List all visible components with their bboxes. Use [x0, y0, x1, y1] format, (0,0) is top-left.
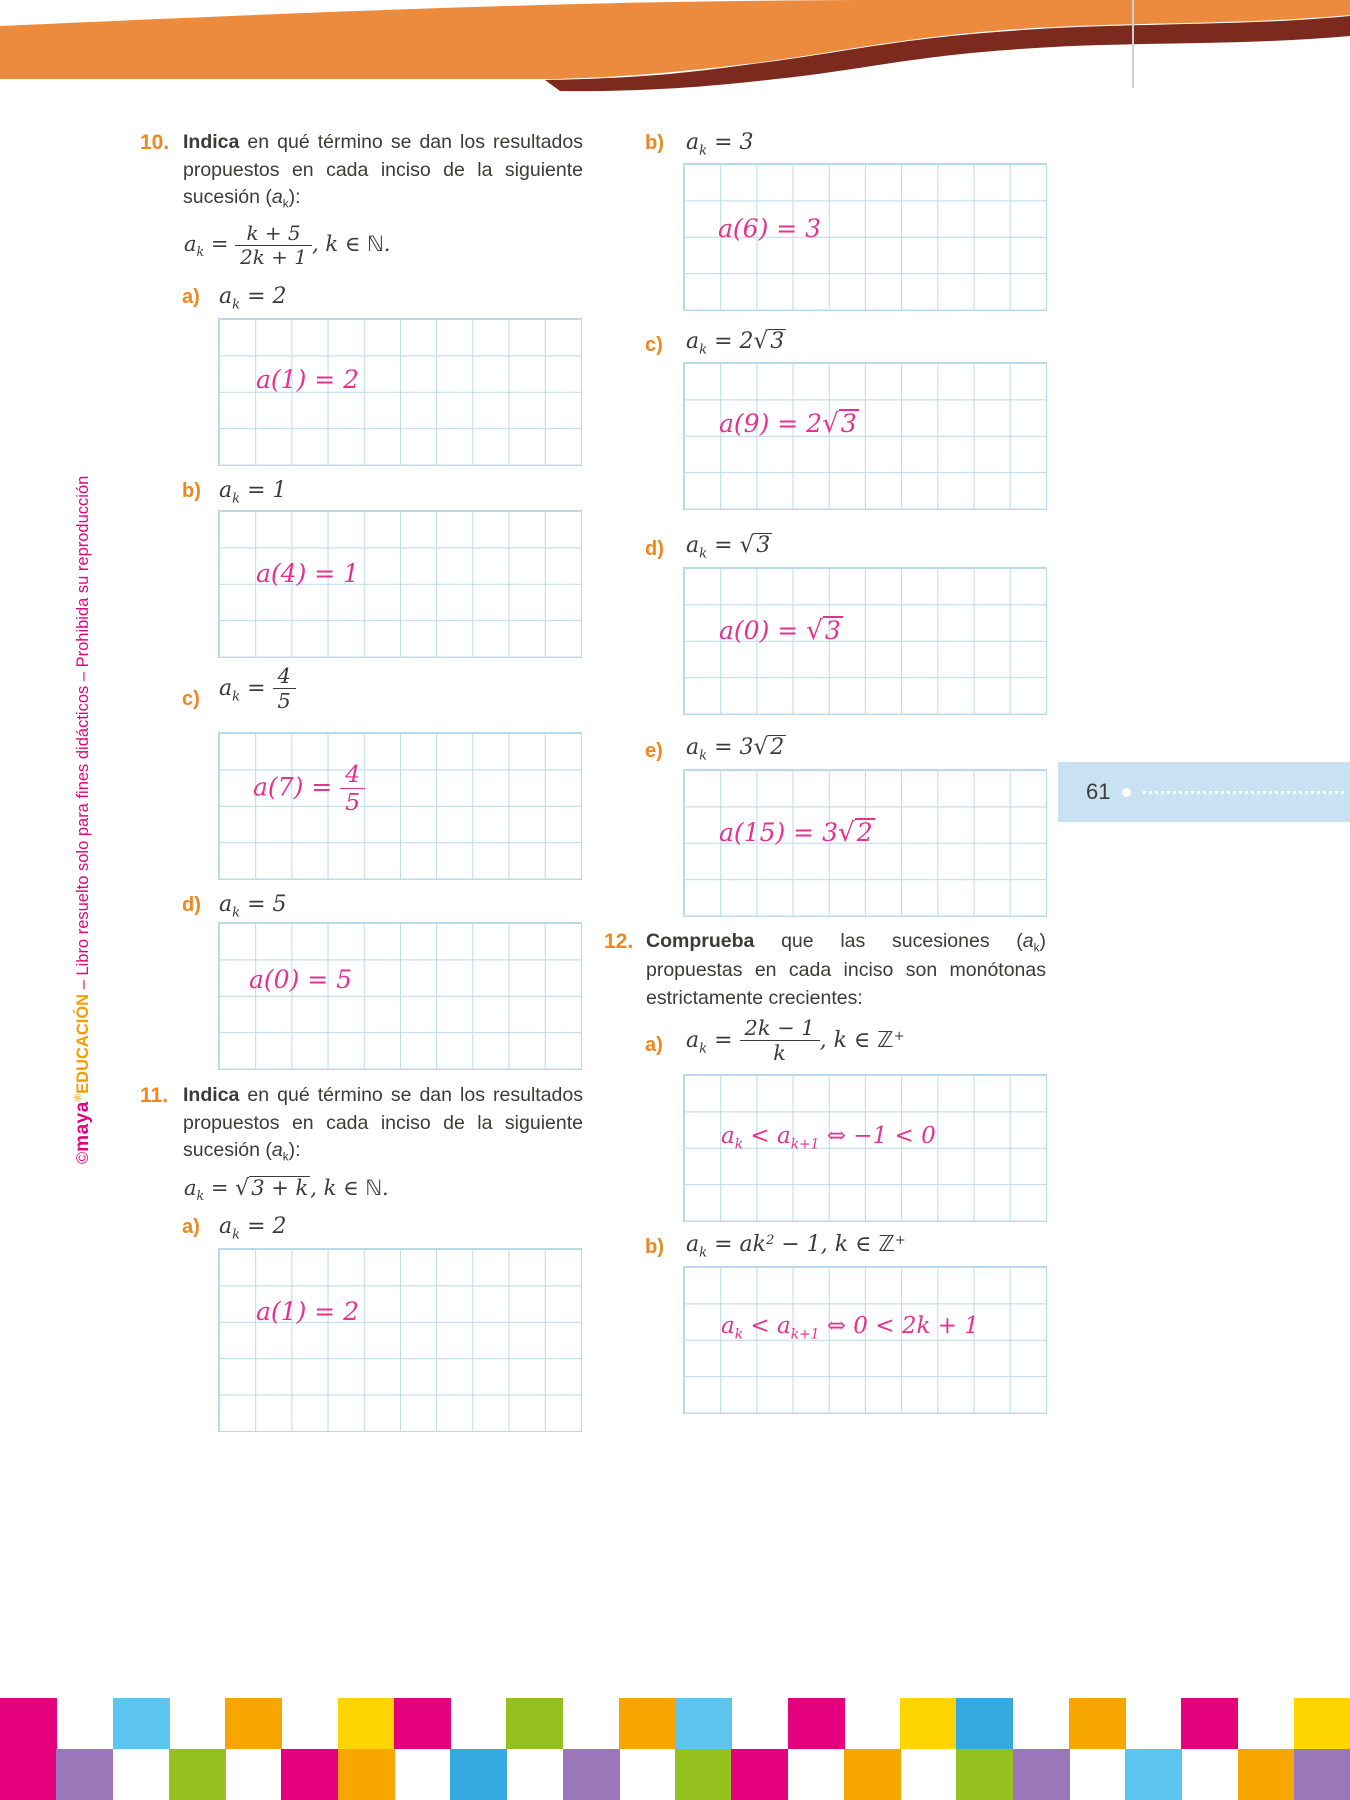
answer-grid-10c: [218, 732, 582, 880]
fraction: [340, 761, 365, 817]
item-prompt-11d: $a_k = √3$: [686, 532, 771, 562]
color-tile: [731, 1749, 788, 1800]
exercise-10-intro: [183, 129, 583, 214]
item-prompt-10c: [219, 664, 296, 713]
formula-lhs: $a_k$ =: [686, 1027, 740, 1056]
fraction-denominator: 5: [277, 689, 291, 714]
item-label-11b: b): [645, 132, 664, 154]
color-tile: [844, 1749, 901, 1800]
item-label-11a: a): [182, 1216, 200, 1238]
handwritten-answer-12b: $a_k < a_{k+1}$ ⇔ 0 < 2k + 1: [721, 1313, 979, 1343]
item-formula-12a: [686, 1016, 905, 1065]
color-tile: [338, 1698, 395, 1749]
answer-grid-12a: [683, 1074, 1047, 1222]
answer-grid-10b: [218, 510, 582, 658]
handwritten-answer-10d: a(0) = 5: [249, 965, 353, 994]
color-tile: [1294, 1749, 1350, 1800]
color-tile: [0, 1698, 57, 1749]
fraction-denominator: 5: [345, 788, 361, 817]
maya-logo: maya: [72, 1101, 93, 1152]
exercise-11-formula: $a_k = √3 + k$, k ∈ ℕ.: [184, 1176, 389, 1204]
answer-grid-11a: [218, 1248, 582, 1432]
item-prompt-10d: $a_k = 5$: [219, 892, 287, 921]
item-label-10d: d): [182, 894, 201, 916]
handwritten-answer-12a: $a_k < a_{k+1}$ ⇔ −1 < 0: [721, 1123, 936, 1153]
exercise-10-number: 10.: [140, 131, 170, 154]
exercise-11-keyword: Indica: [183, 1084, 240, 1106]
formula-domain: , k ∈ ℕ.: [311, 231, 391, 256]
fraction: [235, 222, 312, 269]
exercise-12-intro: [646, 928, 1046, 1013]
color-tile: [113, 1698, 170, 1749]
color-tile: [675, 1749, 732, 1800]
exercise-10-formula: [184, 222, 390, 269]
item-label-10a: a): [182, 286, 200, 308]
item-label-11d: d): [645, 538, 664, 560]
color-tile: [394, 1698, 451, 1749]
item-label-11c: c): [645, 334, 663, 356]
color-tile: [900, 1698, 957, 1749]
item-prompt-11c: $a_k = 2√3$: [686, 328, 785, 358]
answer-grid-11d: [683, 567, 1047, 715]
fraction: [273, 664, 296, 713]
item-prompt-10b: $a_k = 1$: [219, 478, 287, 507]
color-tile: [169, 1749, 226, 1800]
answer-grid-11c: [683, 362, 1047, 510]
color-tile: [788, 1698, 845, 1749]
exercise-11-intro-text: en qué término se dan los resultados propuestos en cada inciso de la siguiente sucesión $(a_k)$:: [183, 1084, 583, 1165]
answer-grid-12b: [683, 1266, 1047, 1414]
formula-lhs: $a_k$ =: [184, 231, 236, 259]
color-tile: [1294, 1698, 1350, 1749]
fraction-numerator: 4: [340, 761, 365, 789]
handwritten-answer-11e: a(15) = 3√2: [719, 818, 873, 848]
page-number-tab: [1058, 762, 1350, 822]
color-tile: [675, 1698, 732, 1749]
page-trim-line: [1132, 0, 1134, 88]
fraction-denominator: k: [773, 1041, 786, 1066]
handwritten-answer-11c: a(9) = 2√3: [719, 409, 857, 439]
handwritten-answer-11b: a(6) = 3: [718, 214, 822, 243]
answer-grid-10d: [218, 922, 582, 1070]
color-tile: [0, 1749, 57, 1800]
item-label-12b: b): [645, 1236, 664, 1258]
item-prompt-12b: $a_k = ak^2 - 1$, k ∈ ℤ+: [686, 1232, 906, 1261]
item-label-10b: b): [182, 480, 201, 502]
color-tile: [506, 1698, 563, 1749]
fraction-numerator: 2k − 1: [740, 1016, 820, 1041]
prompt-lhs: $a_k$ =: [219, 675, 273, 704]
dot-icon: [1122, 788, 1131, 797]
item-prompt-11a: $a_k = 2$: [219, 1214, 287, 1243]
exercise-10-intro-text: en qué término se dan los resultados propuestos en cada inciso de la siguiente sucesión $(a_k)$:: [183, 131, 583, 212]
handwritten-answer-10c: [253, 761, 365, 817]
exercise-12-keyword: Comprueba: [646, 930, 755, 952]
exercise-11-intro: [183, 1082, 583, 1167]
exercise-10-keyword: Indica: [183, 131, 240, 153]
item-prompt-11e: $a_k = 3√2$: [686, 734, 785, 764]
color-tile: [450, 1749, 507, 1800]
educacion-wordmark: EDUCACIÓN: [74, 993, 92, 1094]
handwritten-answer-10a: a(1) = 2: [256, 365, 360, 394]
color-tile: [563, 1749, 620, 1800]
handwritten-answer-11a: a(1) = 2: [256, 1297, 360, 1326]
color-tile: [619, 1698, 676, 1749]
answer-lhs: a(7) =: [253, 772, 341, 802]
page-number: 61: [1086, 779, 1111, 804]
color-tile: [1181, 1698, 1238, 1749]
color-tile: [1069, 1698, 1126, 1749]
item-label-11e: e): [645, 740, 663, 762]
color-tile: [1125, 1749, 1182, 1800]
item-prompt-10a: $a_k = 2$: [219, 284, 287, 313]
color-tile: [56, 1749, 113, 1800]
color-tile: [281, 1749, 338, 1800]
answer-grid-11e: [683, 769, 1047, 917]
color-tile: [1013, 1749, 1070, 1800]
handwritten-answer-11d: a(0) = √3: [719, 616, 841, 646]
item-prompt-11b: $a_k = 3$: [686, 130, 754, 159]
exercise-11-number: 11.: [140, 1084, 169, 1107]
color-tile: [225, 1698, 282, 1749]
top-banner-graphic: [0, 0, 1350, 100]
fraction-numerator: 4: [273, 664, 296, 689]
registered-mark: ®: [73, 1093, 85, 1102]
exercise-12-number: 12.: [604, 930, 634, 953]
bottom-color-strip: [0, 1698, 1350, 1800]
dotted-leader: [1143, 791, 1344, 794]
color-tile: [956, 1698, 1013, 1749]
fraction-denominator: 2k + 1: [240, 244, 307, 269]
exercise-12-intro-text: que las sucesiones $(a_k)$ propuestas en cada inciso son monótonas estrictamente crecientes:: [646, 930, 1046, 1009]
formula-domain: , k ∈ ℤ+: [819, 1027, 905, 1053]
fraction: [740, 1016, 820, 1065]
legal-notice: – Libro resuelto solo para fines didácticos – Prohibida su reproducción: [74, 475, 92, 994]
item-label-10c: c): [182, 688, 200, 710]
answer-grid-10a: [218, 318, 582, 466]
copyright-sidebar: [72, 476, 94, 1164]
fraction-numerator: k + 5: [235, 222, 312, 246]
color-tile: [956, 1749, 1013, 1800]
color-tile: [338, 1749, 395, 1800]
handwritten-answer-10b: a(4) = 1: [256, 559, 360, 588]
item-label-12a: a): [645, 1034, 663, 1056]
answer-grid-11b: [683, 163, 1047, 311]
copyright-symbol: ©: [74, 1151, 92, 1164]
color-tile: [1238, 1749, 1295, 1800]
